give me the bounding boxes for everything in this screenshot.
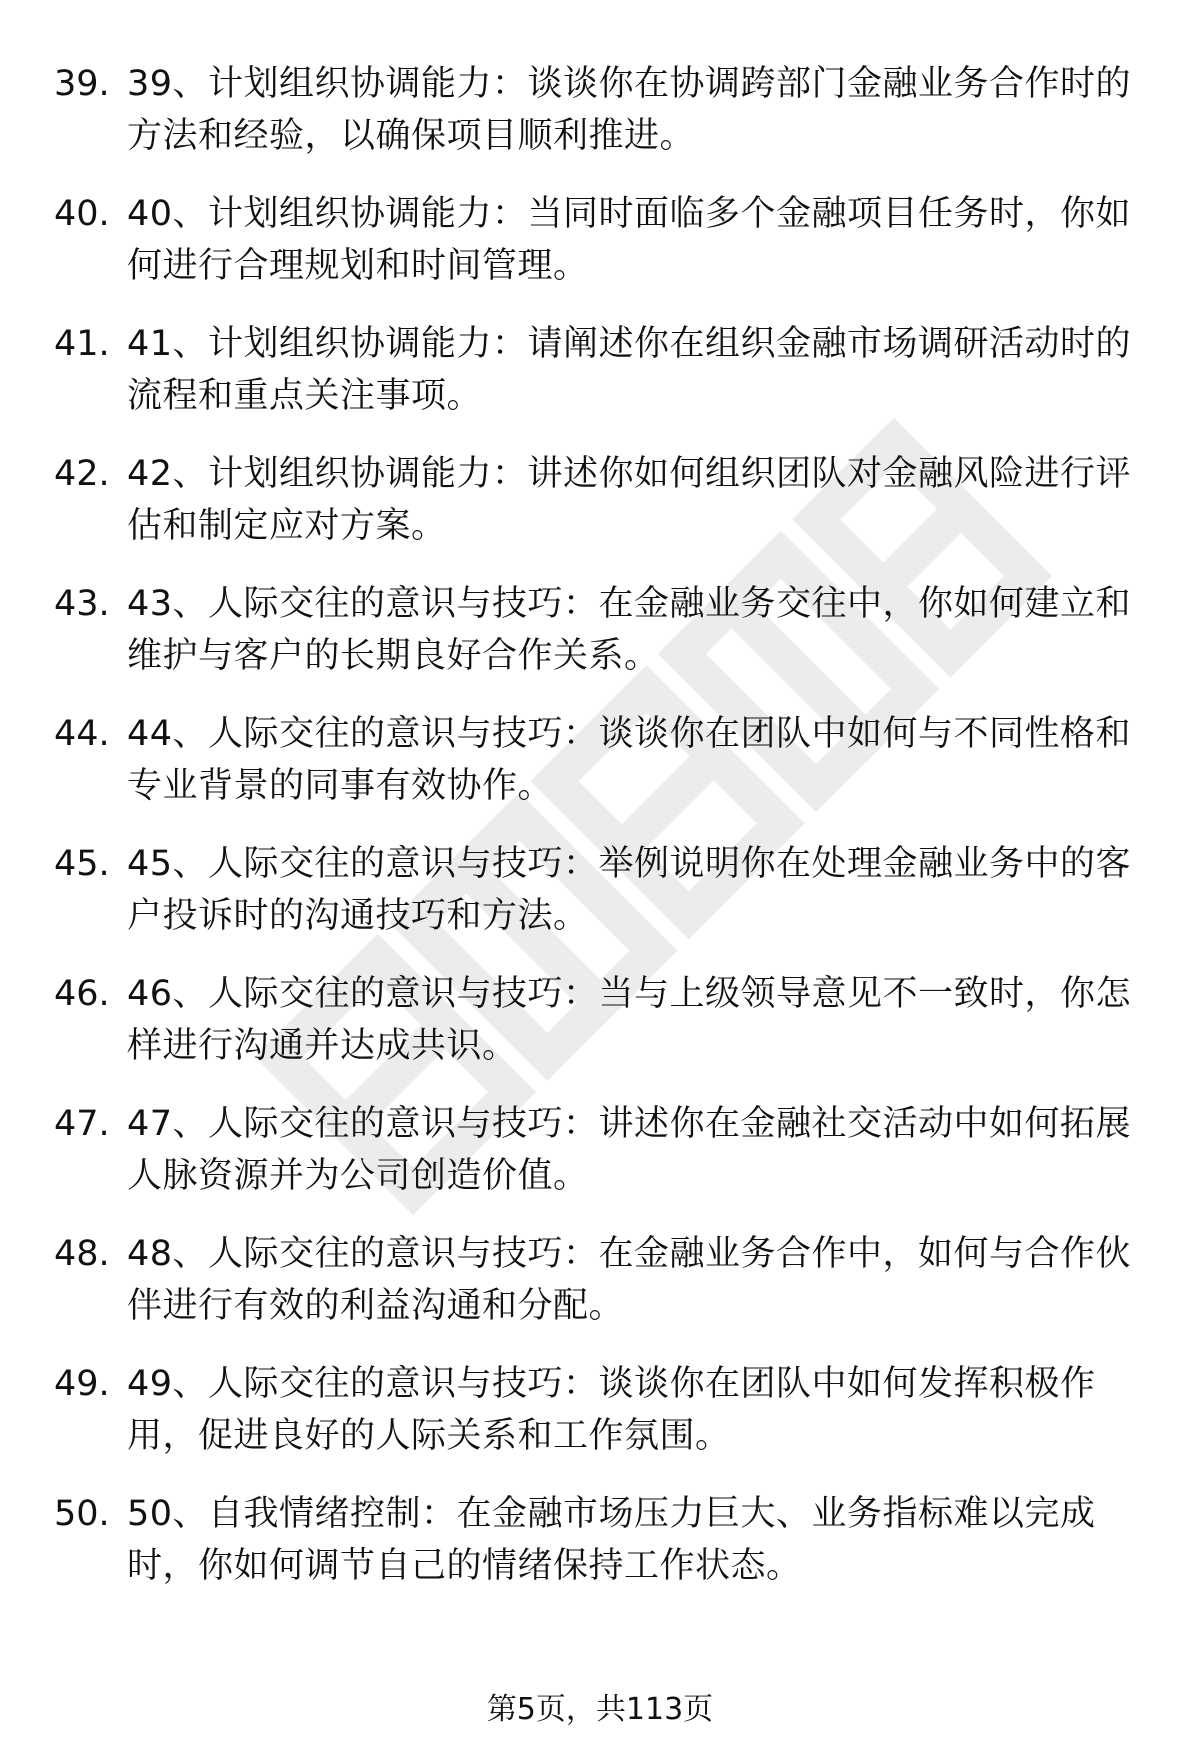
question-text: 39、计划组织协调能力：谈谈你在协调跨部门金融业务合作时的方法和经验，以确保项目顺利推进。 <box>127 64 1132 156</box>
question-item <box>54 318 1154 448</box>
question-text: 49、人际交往的意识与技巧：谈谈你在团队中如何发挥积极作用，促进良好的人际关系和工作氛围。 <box>127 1364 1096 1456</box>
question-text: 46、人际交往的意识与技巧：当与上级领导意见不一致时，你怎样进行沟通并达成共识。 <box>127 974 1132 1066</box>
question-item <box>54 58 1154 188</box>
question-item <box>54 968 1154 1098</box>
question-text: 41、计划组织协调能力：请阐述你在组织金融市场调研活动时的流程和重点关注事项。 <box>127 324 1132 416</box>
page-footer: 第5页，共113页 <box>486 1692 714 1727</box>
question-item <box>54 708 1154 838</box>
question-text: 44、人际交往的意识与技巧：谈谈你在团队中如何与不同性格和专业背景的同事有效协作。 <box>127 714 1132 806</box>
question-item <box>54 1098 1154 1228</box>
question-number: 49. <box>54 1364 110 1404</box>
question-number: 40. <box>54 194 110 234</box>
question-number: 45. <box>54 844 110 884</box>
question-item <box>54 188 1154 318</box>
question-text: 42、计划组织协调能力：讲述你如何组织团队对金融风险进行评估和制定应对方案。 <box>127 454 1132 546</box>
question-text: 45、人际交往的意识与技巧：举例说明你在处理金融业务中的客户投诉时的沟通技巧和方法。 <box>127 844 1132 936</box>
question-number: 46. <box>54 974 110 1014</box>
question-text: 40、计划组织协调能力：当同时面临多个金融项目任务时，你如何进行合理规划和时间管理。 <box>127 194 1132 286</box>
question-item <box>54 448 1154 578</box>
question-item <box>54 1488 1154 1618</box>
question-number: 48. <box>54 1234 110 1274</box>
question-text: 43、人际交往的意识与技巧：在金融业务交往中，你如何建立和维护与客户的长期良好合作关系。 <box>127 584 1132 676</box>
question-item <box>54 838 1154 968</box>
question-text: 48、人际交往的意识与技巧：在金融业务合作中，如何与合作伙伴进行有效的利益沟通和分配。 <box>127 1234 1132 1326</box>
question-number: 43. <box>54 584 110 624</box>
question-number: 50. <box>54 1494 110 1534</box>
question-number: 42. <box>54 454 110 494</box>
question-item <box>54 1358 1154 1488</box>
question-number: 41. <box>54 324 110 364</box>
question-item <box>54 1228 1154 1358</box>
question-number: 39. <box>54 64 110 104</box>
question-text: 50、自我情绪控制：在金融市场压力巨大、业务指标难以完成时，你如何调节自己的情绪保持工作状态。 <box>127 1494 1096 1586</box>
question-list <box>54 58 1154 1618</box>
question-number: 47. <box>54 1104 110 1144</box>
question-text: 47、人际交往的意识与技巧：讲述你在金融社交活动中如何拓展人脉资源并为公司创造价值。 <box>127 1104 1132 1196</box>
question-item <box>54 578 1154 708</box>
question-number: 44. <box>54 714 110 754</box>
